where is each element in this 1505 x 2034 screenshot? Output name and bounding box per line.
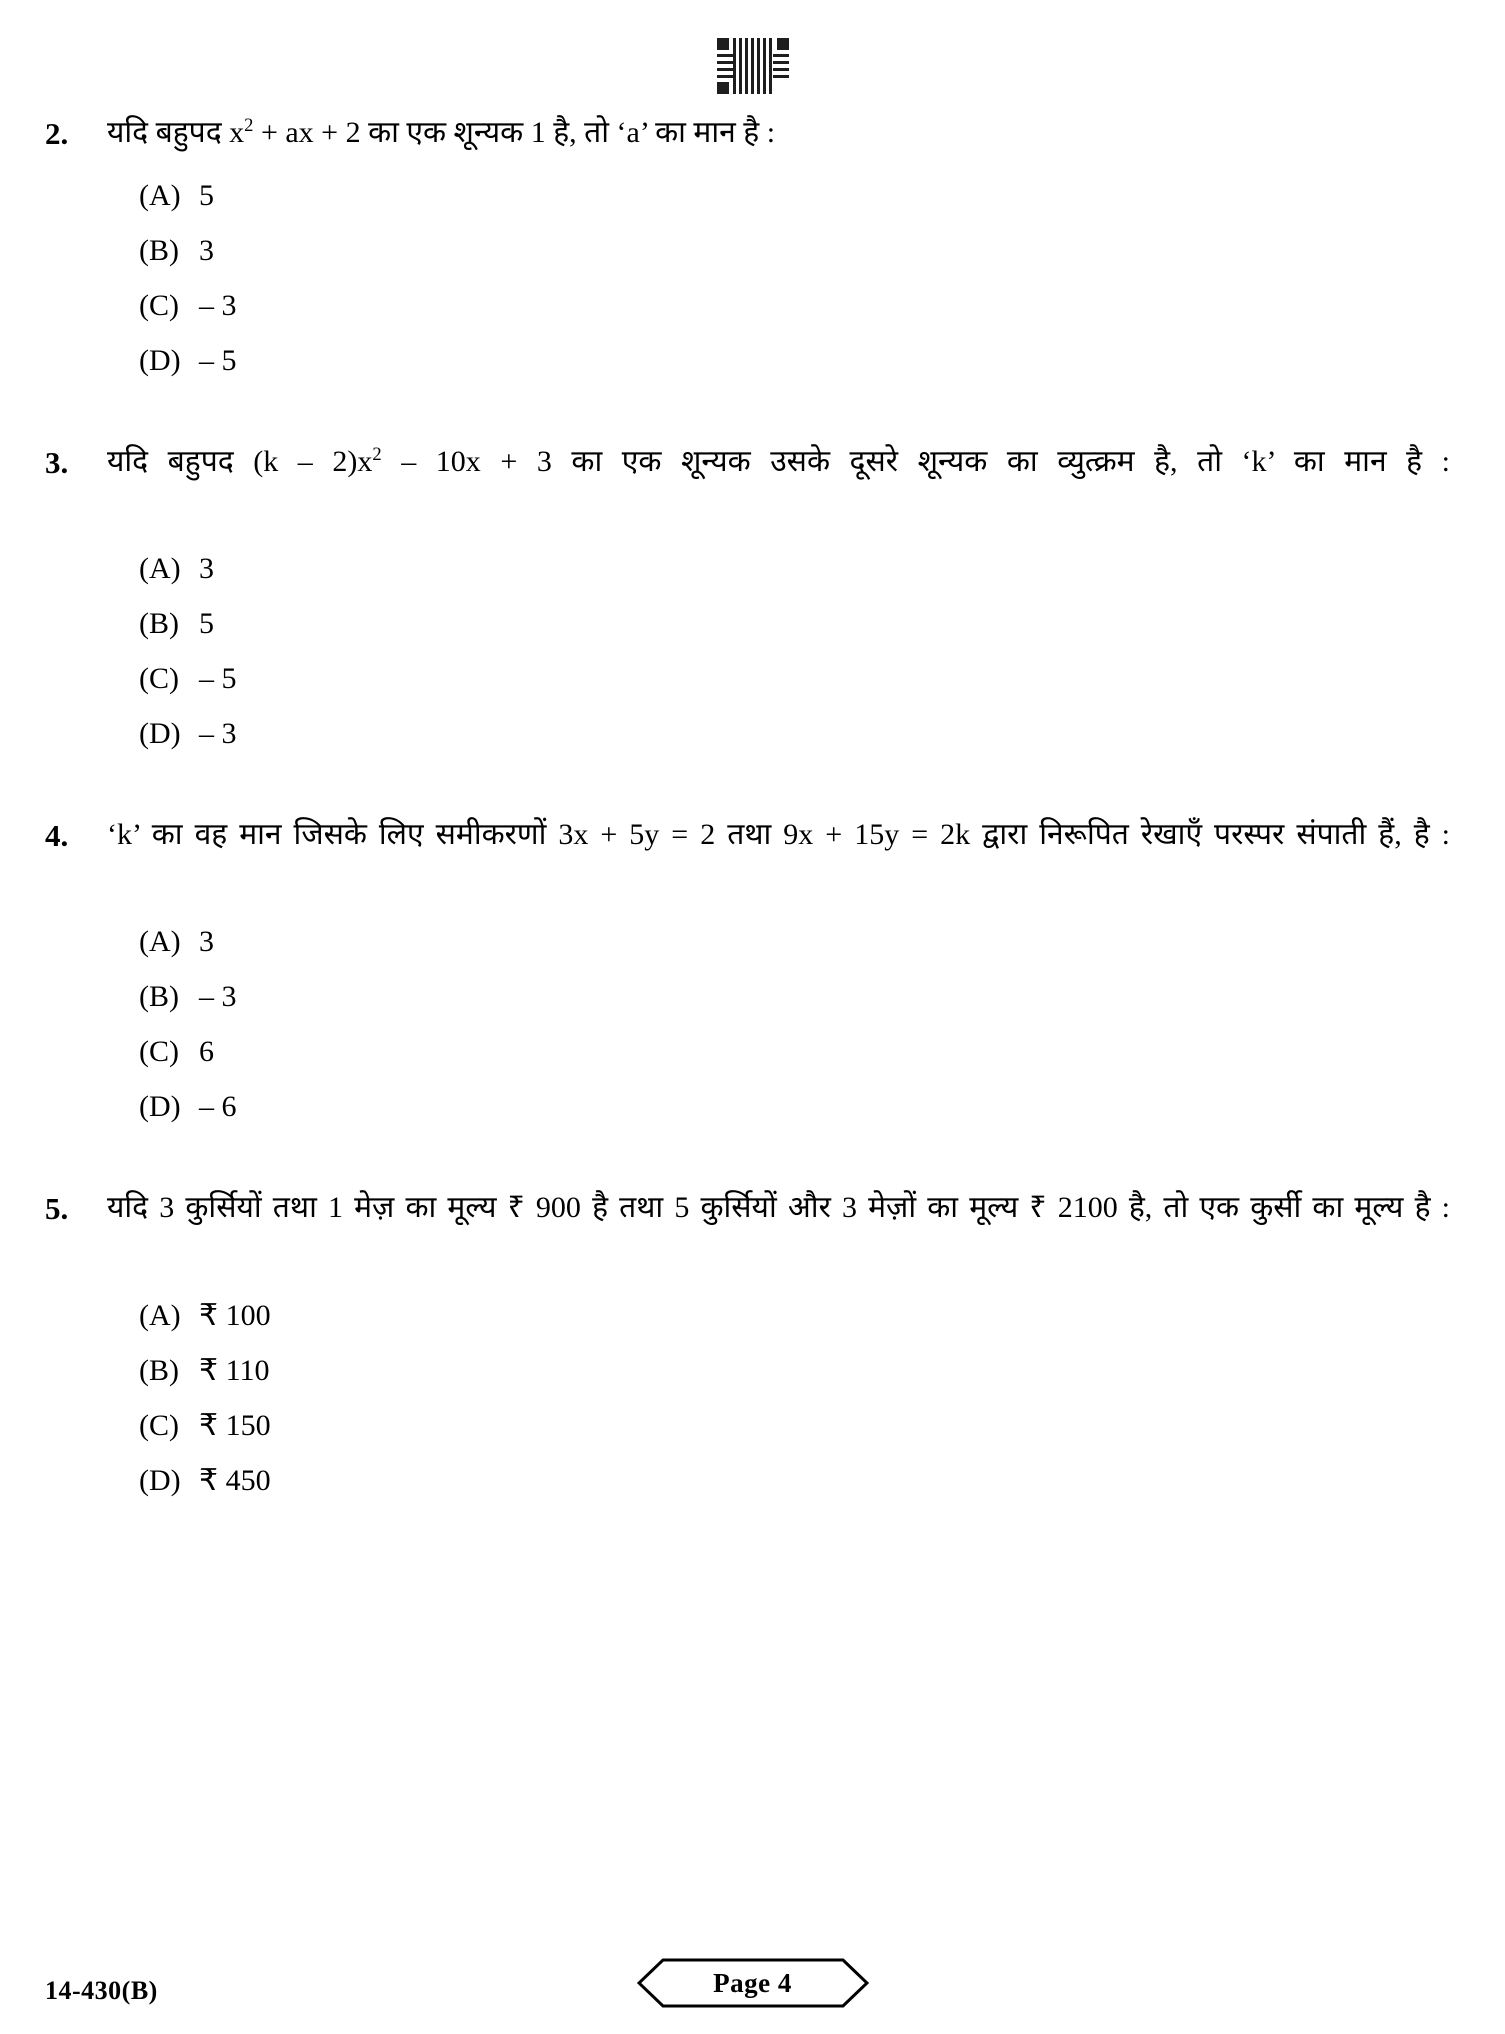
question-number: 5. bbox=[45, 1191, 69, 1227]
page-footer bbox=[45, 1954, 1460, 2008]
option-value: – 3 bbox=[199, 288, 237, 322]
option-a[interactable] bbox=[107, 915, 1460, 970]
question-text-before: यदि बहुपद x bbox=[107, 116, 245, 149]
question-exponent: 2 bbox=[372, 443, 382, 465]
qr-code-header bbox=[0, 38, 1505, 99]
options-list bbox=[107, 1289, 1460, 1509]
option-key: (B) bbox=[139, 1353, 179, 1387]
question-text bbox=[107, 110, 1460, 156]
option-value: 3 bbox=[199, 233, 214, 267]
option-c[interactable] bbox=[107, 1399, 1460, 1454]
option-key: (A) bbox=[139, 552, 181, 586]
option-key: (D) bbox=[139, 717, 181, 751]
question-text bbox=[107, 1185, 1460, 1276]
option-d[interactable] bbox=[107, 707, 1460, 762]
option-value: – 6 bbox=[199, 1090, 237, 1124]
option-key: (A) bbox=[139, 925, 181, 959]
question-exponent: 2 bbox=[244, 115, 254, 136]
option-value: 5 bbox=[199, 178, 214, 212]
option-d[interactable] bbox=[107, 334, 1460, 389]
option-key: (B) bbox=[139, 980, 179, 1014]
option-key: (C) bbox=[139, 1035, 179, 1069]
option-key: (A) bbox=[139, 1298, 181, 1332]
option-a[interactable] bbox=[107, 169, 1460, 224]
option-d[interactable] bbox=[107, 1454, 1460, 1509]
question-text-after: – 10x + 3 का एक शून्यक उसके दूसरे शून्यक का व्युत्क्रम है, तो ‘k’ का मान है : bbox=[381, 444, 1450, 478]
page-number-banner bbox=[637, 1958, 869, 2008]
question-block bbox=[45, 439, 1460, 762]
option-key: (B) bbox=[139, 607, 179, 641]
option-value: ₹ 100 bbox=[199, 1298, 271, 1332]
qr-code-icon bbox=[717, 38, 789, 94]
option-value: – 5 bbox=[199, 662, 237, 696]
question-text-after: + ax + 2 का एक शून्यक 1 है, तो ‘a’ का मान है : bbox=[253, 116, 776, 149]
question-block bbox=[45, 1185, 1460, 1508]
option-value: ₹ 110 bbox=[199, 1353, 270, 1387]
option-key: (C) bbox=[139, 288, 179, 322]
question-text-before: यदि 3 कुर्सियों तथा 1 मेज़ का मूल्य ₹ 900 है तथा 5 कुर्सियों और 3 मेज़ों का मूल्य ₹ 2100 है, तो एक कुर्सी का मूल्य है : bbox=[107, 1191, 1450, 1225]
option-value: – 3 bbox=[199, 717, 237, 751]
option-key: (B) bbox=[139, 233, 179, 267]
options-list bbox=[107, 542, 1460, 762]
option-key: (C) bbox=[139, 1408, 179, 1442]
option-value: 3 bbox=[199, 925, 214, 959]
question-text bbox=[107, 812, 1460, 903]
option-value: 6 bbox=[199, 1035, 214, 1069]
question-number: 3. bbox=[45, 444, 69, 480]
option-value: – 3 bbox=[199, 980, 237, 1014]
option-value: 3 bbox=[199, 552, 214, 586]
question-text bbox=[107, 439, 1460, 530]
option-a[interactable] bbox=[107, 542, 1460, 597]
page-number-label: Page 4 bbox=[713, 1967, 792, 1998]
question-number: 4. bbox=[45, 818, 69, 854]
option-key: (D) bbox=[139, 1090, 181, 1124]
option-b[interactable] bbox=[107, 1344, 1460, 1399]
options-list bbox=[107, 915, 1460, 1135]
option-value: 5 bbox=[199, 607, 214, 641]
option-key: (D) bbox=[139, 1463, 181, 1497]
option-b[interactable] bbox=[107, 224, 1460, 279]
question-text-before: यदि बहुपद (k – 2)x bbox=[107, 444, 373, 478]
option-value: ₹ 450 bbox=[199, 1463, 271, 1497]
question-block bbox=[45, 110, 1460, 389]
option-b[interactable] bbox=[107, 970, 1460, 1025]
question-text-before: ‘k’ का वह मान जिसके लिए समीकरणों 3x + 5y = 2 तथा 9x + 15y = 2k द्वारा निरूपित रेखाएँ परस्पर संपाती हैं, है : bbox=[107, 818, 1450, 852]
question-number: 2. bbox=[45, 116, 69, 151]
option-b[interactable] bbox=[107, 597, 1460, 652]
option-value: ₹ 150 bbox=[199, 1408, 271, 1442]
question-block bbox=[45, 812, 1460, 1135]
option-c[interactable] bbox=[107, 652, 1460, 707]
option-key: (A) bbox=[139, 178, 181, 212]
option-value: – 5 bbox=[199, 343, 237, 377]
paper-code: 14-430(B) bbox=[45, 1976, 158, 2005]
options-list bbox=[107, 169, 1460, 389]
option-key: (C) bbox=[139, 662, 179, 696]
option-c[interactable] bbox=[107, 1025, 1460, 1080]
option-key: (D) bbox=[139, 343, 181, 377]
option-a[interactable] bbox=[107, 1289, 1460, 1344]
option-c[interactable] bbox=[107, 279, 1460, 334]
option-d[interactable] bbox=[107, 1080, 1460, 1135]
